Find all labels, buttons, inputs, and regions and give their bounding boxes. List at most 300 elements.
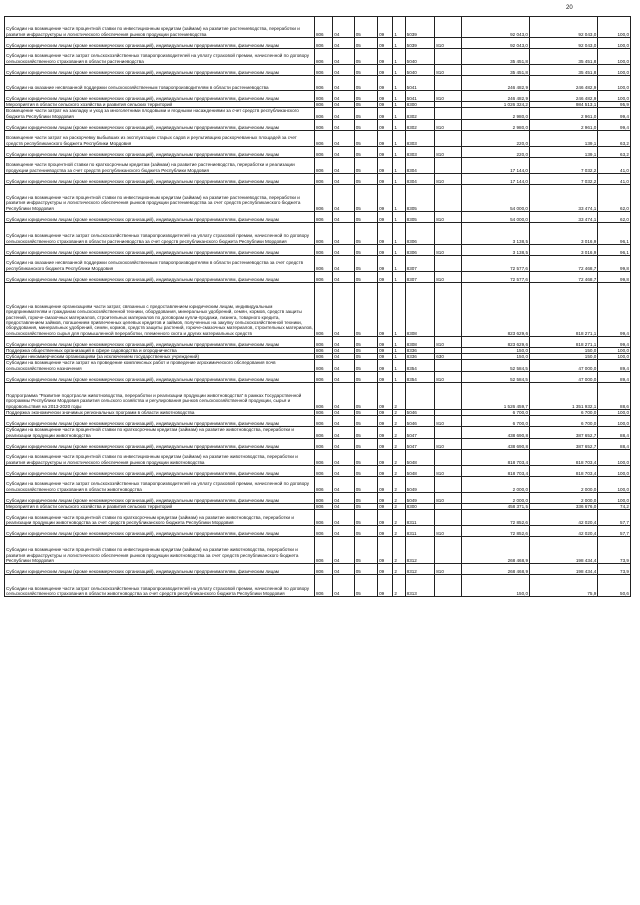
cell-cs3: 8306 <box>405 222 435 244</box>
cell-vr <box>435 76 462 91</box>
cell-plan: 92 043,0 <box>461 38 529 49</box>
cell-name: Субсидии на возмещение организациям части затрат, связанных с предоставлением юридическим лицам, индивидуальным предпринимателям и гражданам сельскохозяйственной техники, оборудования, минеральных удобрений, семян, кормов, средств защиты растений, горюче-смазочных материалов, строительных материалов по договорам купли-продажи, лизинга, товарного кредита, предоставлением займов, погашением привлеченных целевых кредитов и займов, полученных на закупку сельскохозяйственной техники, оборудования, минеральных удобрений, семян, кормов, средств защиты растений, горюче-смазочных материалов, строительных материалов, сельскохозяйственного сырья для промышленной переработки, племенного скота и других материальных средств <box>5 282 315 336</box>
table-row <box>5 38 631 49</box>
cell-pct: 57,7 <box>598 510 631 526</box>
cell-min: 806 <box>314 575 332 597</box>
cell-cs2: 1 <box>393 102 405 108</box>
cell-cs2: 1 <box>393 354 405 360</box>
cell-vr: 810 <box>435 244 462 255</box>
cell-cs1: 09 <box>378 244 393 255</box>
table-row <box>5 564 631 575</box>
cell-rz: 04 <box>333 510 354 526</box>
cell-cs1: 09 <box>378 347 393 353</box>
cell-vr <box>435 427 462 439</box>
cell-name: Субсидии на возмещение части процентной ставки по инвестиционным кредитам (займам) на развитие животноводства, переработки и развития инфраструктуры и логистического обеспечения рынков продукции животноводства за счет средств республиканского бюджета Республики Мордовия <box>5 537 315 564</box>
cell-cs3: 5048 <box>405 465 435 476</box>
cell-cs1: 09 <box>378 410 393 416</box>
cell-vr <box>435 222 462 244</box>
cell-name: Субсидии на возмещение части затрат сельскохозяйственных товаропроизводителей на уплату страховой премии, начисленной по договору сельскохозяйственного страхования в области растениеводства <box>5 49 315 65</box>
cell-cs1: 09 <box>378 130 393 146</box>
cell-cs2: 2 <box>393 510 405 526</box>
table-row <box>5 173 631 184</box>
cell-cs2: 1 <box>393 360 405 372</box>
cell-name: Субсидии юридическим лицам (кроме некоммерческих организаций), индивидуальным предпринимателям, физическим лицам <box>5 119 315 130</box>
cell-pr: 05 <box>354 102 377 108</box>
cell-rz: 04 <box>333 416 354 427</box>
cell-fact: 336 676,0 <box>530 503 598 509</box>
cell-fact: 2 000,0 <box>530 492 598 503</box>
cell-cs1: 09 <box>378 427 393 439</box>
cell-plan: 3 138,5 <box>461 222 529 244</box>
cell-rz: 04 <box>333 173 354 184</box>
cell-cs1: 09 <box>378 157 393 173</box>
cell-fact: 818 703,4 <box>530 449 598 465</box>
cell-cs1: 09 <box>378 102 393 108</box>
cell-pct: 100,0 <box>598 49 631 65</box>
cell-plan: 246 482,9 <box>461 91 529 102</box>
cell-cs1: 09 <box>378 271 393 282</box>
cell-vr: 810 <box>435 564 462 575</box>
cell-fact: 387 652,7 <box>530 438 598 449</box>
cell-cs3: 8304 <box>405 173 435 184</box>
cell-plan: 150,0 <box>461 575 529 597</box>
cell-plan: 6 700,0 <box>461 410 529 416</box>
cell-vr <box>435 383 462 410</box>
cell-min: 806 <box>314 503 332 509</box>
cell-pct: 96,1 <box>598 222 631 244</box>
cell-fact: 818 271,1 <box>530 282 598 336</box>
cell-pr: 05 <box>354 119 377 130</box>
cell-name: Субсидии на возмещение части затрат на проведение комплексных работ и проведение агрохимического обследования почв сельскохозяйственного назначения <box>5 360 315 372</box>
cell-cs2: 1 <box>393 184 405 211</box>
cell-fact: 6 700,0 <box>530 416 598 427</box>
cell-vr: 810 <box>435 492 462 503</box>
cell-fact: 6 700,0 <box>530 410 598 416</box>
cell-min: 806 <box>314 49 332 65</box>
cell-cs1: 09 <box>378 465 393 476</box>
cell-plan: 35 451,8 <box>461 65 529 76</box>
cell-cs3: 8311 <box>405 510 435 526</box>
cell-cs3: 8354 <box>405 360 435 372</box>
cell-pr: 05 <box>354 492 377 503</box>
table-row <box>5 383 631 410</box>
cell-pct: 100,0 <box>598 476 631 492</box>
cell-fact: 7 032,2 <box>530 173 598 184</box>
cell-cs1: 09 <box>378 449 393 465</box>
cell-name: Возмещение части затрат на раскорчевку выбывших из эксплуатации старых садов и реультивацию раскорчеванных площадей за счет средств республиканского бюджета Республики Мордовия <box>5 130 315 146</box>
cell-fact: 246 482,9 <box>530 91 598 102</box>
cell-min: 806 <box>314 222 332 244</box>
cell-rz: 04 <box>333 465 354 476</box>
cell-name: Субсидии на возмещение части процентной ставки по краткосрочным кредитам (займам) на развитие животноводства, переработки и реализации продукции животноводства <box>5 427 315 439</box>
cell-cs2: 1 <box>393 282 405 336</box>
cell-fact: 3 016,9 <box>530 244 598 255</box>
cell-cs3: 8300 <box>405 503 435 509</box>
cell-min: 806 <box>314 157 332 173</box>
cell-fact: 72 468,7 <box>530 271 598 282</box>
cell-pr: 05 <box>354 157 377 173</box>
cell-min: 806 <box>314 271 332 282</box>
cell-rz: 04 <box>333 222 354 244</box>
cell-rz: 04 <box>333 427 354 439</box>
cell-name: Субсидии на оказание несвязанной поддержки сельскохозяйственным товаропроизводителям в области растениеводства за счет средств республиканского бюджета Республики Мордовия <box>5 255 315 271</box>
cell-min: 806 <box>314 130 332 146</box>
cell-cs2: 1 <box>393 173 405 184</box>
cell-name: Субсидии юридическим лицам (кроме некоммерческих организаций), индивидуальным предпринимателям, физическим лицам <box>5 65 315 76</box>
cell-pct: 100,0 <box>598 65 631 76</box>
cell-plan: 818 703,4 <box>461 449 529 465</box>
cell-cs3: 5046 <box>405 416 435 427</box>
cell-pr: 05 <box>354 271 377 282</box>
cell-pct: 100,0 <box>598 354 631 360</box>
cell-vr: 810 <box>435 119 462 130</box>
cell-fact: 47 000,0 <box>530 360 598 372</box>
table-row <box>5 211 631 222</box>
cell-cs1: 09 <box>378 49 393 65</box>
cell-cs2: 1 <box>393 244 405 255</box>
cell-min: 806 <box>314 108 332 120</box>
cell-pct: 99,4 <box>598 119 631 130</box>
cell-pr: 05 <box>354 244 377 255</box>
cell-pct: 99,4 <box>598 336 631 347</box>
cell-cs2: 2 <box>393 526 405 537</box>
cell-fact: 139,1 <box>530 130 598 146</box>
cell-name: Субсидии юридическим лицам (кроме некоммерческих организаций), индивидуальным предпринимателям, физическим лицам <box>5 526 315 537</box>
cell-plan: 17 144,0 <box>461 173 529 184</box>
cell-name: Поддержка общественных организаций в сфере садоводства и огородничества <box>5 347 315 353</box>
cell-pr: 05 <box>354 173 377 184</box>
cell-vr <box>435 575 462 597</box>
cell-cs3: 8305 <box>405 211 435 222</box>
cell-plan: 2 980,0 <box>461 119 529 130</box>
cell-pr: 05 <box>354 65 377 76</box>
cell-vr <box>435 476 462 492</box>
cell-cs1: 09 <box>378 76 393 91</box>
cell-rz: 04 <box>333 91 354 102</box>
cell-min: 806 <box>314 282 332 336</box>
cell-pr: 05 <box>354 427 377 439</box>
cell-pr: 05 <box>354 360 377 372</box>
cell-pct: 88,4 <box>598 427 631 439</box>
cell-pct: 62,0 <box>598 211 631 222</box>
cell-plan: 220,0 <box>461 130 529 146</box>
cell-fact: 47 000,0 <box>530 372 598 383</box>
cell-plan: 150,0 <box>461 347 529 353</box>
cell-name: Субсидии на возмещение части затрат сельскохозяйственных товаропроизводителей на уплату страховой премии, начисленной по договору сельскохозяйственного страхования в области животноводства за счет средств республиканского бюджета Республики Мордовия <box>5 575 315 597</box>
cell-name: Мероприятия в области сельского хозяйства и развития сельских территорий <box>5 503 315 509</box>
cell-min: 806 <box>314 427 332 439</box>
cell-pr: 05 <box>354 465 377 476</box>
cell-min: 806 <box>314 526 332 537</box>
cell-cs2: 1 <box>393 336 405 347</box>
cell-pct: 100,0 <box>598 38 631 49</box>
table-row <box>5 492 631 503</box>
cell-pr: 05 <box>354 211 377 222</box>
cell-vr: 810 <box>435 91 462 102</box>
cell-rz: 04 <box>333 38 354 49</box>
cell-cs3: 5049 <box>405 492 435 503</box>
cell-rz: 04 <box>333 102 354 108</box>
cell-min: 806 <box>314 146 332 157</box>
cell-cs3: 8302 <box>405 108 435 120</box>
cell-pct: 100,0 <box>598 449 631 465</box>
cell-plan: 2 980,0 <box>461 108 529 120</box>
cell-plan: 268 468,9 <box>461 537 529 564</box>
cell-plan: 54 000,0 <box>461 184 529 211</box>
cell-pr: 05 <box>354 476 377 492</box>
cell-fact: 818 271,1 <box>530 336 598 347</box>
cell-fact: 33 474,1 <box>530 184 598 211</box>
cell-rz: 04 <box>333 108 354 120</box>
cell-min: 806 <box>314 465 332 476</box>
cell-plan: 438 690,8 <box>461 438 529 449</box>
cell-pr: 05 <box>354 503 377 509</box>
cell-pct: 88,4 <box>598 438 631 449</box>
cell-cs1: 09 <box>378 119 393 130</box>
cell-cs2: 2 <box>393 575 405 597</box>
cell-name: Субсидии юридическим лицам (кроме некоммерческих организаций), индивидуальным предпринимателям, физическим лицам <box>5 173 315 184</box>
cell-cs3: 8307 <box>405 255 435 271</box>
cell-fact: 2 961,0 <box>530 108 598 120</box>
cell-cs2: 2 <box>393 537 405 564</box>
cell-cs2: 1 <box>393 49 405 65</box>
cell-vr <box>435 449 462 465</box>
cell-pct: 100,0 <box>598 416 631 427</box>
cell-name: Субсидии юридическим лицам (кроме некоммерческих организаций), индивидуальным предпринимателям, физическим лицам <box>5 146 315 157</box>
cell-cs1: 09 <box>378 537 393 564</box>
cell-plan: 72 852,6 <box>461 526 529 537</box>
cell-pct: 96,1 <box>598 244 631 255</box>
cell-vr <box>435 157 462 173</box>
cell-pr: 05 <box>354 449 377 465</box>
table-row <box>5 65 631 76</box>
cell-vr <box>435 537 462 564</box>
cell-cs2: 1 <box>393 108 405 120</box>
cell-cs2: 2 <box>393 427 405 439</box>
cell-rz: 04 <box>333 184 354 211</box>
cell-vr: 810 <box>435 416 462 427</box>
table-row <box>5 222 631 244</box>
cell-rz: 04 <box>333 157 354 173</box>
cell-plan: 92 043,0 <box>461 17 529 38</box>
cell-vr: 810 <box>435 336 462 347</box>
cell-name: Субсидии юридическим лицам (кроме некоммерческих организаций), индивидуальным предпринимателям, физическим лицам <box>5 211 315 222</box>
cell-cs1: 09 <box>378 526 393 537</box>
cell-min: 806 <box>314 564 332 575</box>
cell-min: 806 <box>314 91 332 102</box>
cell-cs1: 09 <box>378 282 393 336</box>
cell-fact: 42 020,4 <box>530 526 598 537</box>
table-row <box>5 372 631 383</box>
cell-cs2: 1 <box>393 271 405 282</box>
cell-pr: 05 <box>354 372 377 383</box>
cell-rz: 04 <box>333 476 354 492</box>
cell-cs1: 09 <box>378 17 393 38</box>
cell-rz: 04 <box>333 211 354 222</box>
cell-min: 806 <box>314 76 332 91</box>
table-row <box>5 336 631 347</box>
cell-min: 806 <box>314 38 332 49</box>
cell-cs3: 5041 <box>405 91 435 102</box>
cell-cs2: 2 <box>393 564 405 575</box>
cell-pct: 100,0 <box>598 91 631 102</box>
cell-cs1: 09 <box>378 564 393 575</box>
cell-name: Субсидии на возмещение части процентной ставки по краткосрочным кредитам (займам) на развитие животноводства, переработки и реализации продукции животноводства за счет средств республиканского бюджета Республики Мордовия <box>5 510 315 526</box>
cell-rz: 04 <box>333 336 354 347</box>
cell-plan: 52 584,5 <box>461 372 529 383</box>
cell-rz: 04 <box>333 537 354 564</box>
cell-pct: 100,0 <box>598 17 631 38</box>
table-row <box>5 157 631 173</box>
cell-cs2: 1 <box>393 157 405 173</box>
cell-cs2: 1 <box>393 211 405 222</box>
cell-fact: 3 016,9 <box>530 222 598 244</box>
cell-min: 806 <box>314 211 332 222</box>
cell-fact: 35 451,8 <box>530 49 598 65</box>
budget-table <box>4 16 631 597</box>
table-row <box>5 438 631 449</box>
table-row <box>5 76 631 91</box>
cell-cs2: 1 <box>393 130 405 146</box>
cell-cs2: 1 <box>393 372 405 383</box>
cell-name: Подпрограмма "Развитие подотрасли животноводства, переработки и реализации продукции животноводства" в рамках Государственной программы Республики Мордовия развития сельского хозяйства и регулирования рынков сельскохозяйственной продукции, сырья и продовольствия на 2013-2020 годы <box>5 383 315 410</box>
table-row <box>5 465 631 476</box>
cell-fact: 92 043,0 <box>530 17 598 38</box>
cell-plan: 818 703,4 <box>461 465 529 476</box>
cell-fact: 2 000,0 <box>530 476 598 492</box>
cell-name: Субсидии юридическим лицам (кроме некоммерческих организаций), индивидуальным предпринимателям, физическим лицам <box>5 271 315 282</box>
table-row <box>5 130 631 146</box>
cell-fact: 2 961,0 <box>530 119 598 130</box>
table-row <box>5 91 631 102</box>
cell-rz: 04 <box>333 49 354 65</box>
cell-plan: 823 629,6 <box>461 336 529 347</box>
cell-name: Субсидии на возмещение части процентной ставки по инвестиционным кредитам (займам) на развитие растениеводства, переработки и развития инфраструктуры и логистического обеспечения рынков продукции растениеводства <box>5 17 315 38</box>
cell-fact: 150,0 <box>530 354 598 360</box>
cell-cs1: 09 <box>378 476 393 492</box>
cell-cs3: 8304 <box>405 157 435 173</box>
cell-pct: 73,9 <box>598 537 631 564</box>
table-row <box>5 271 631 282</box>
table-row <box>5 449 631 465</box>
cell-pr: 05 <box>354 510 377 526</box>
cell-cs3: 5039 <box>405 38 435 49</box>
cell-cs3: 8354 <box>405 372 435 383</box>
cell-cs1: 09 <box>378 91 393 102</box>
cell-plan: 268 468,9 <box>461 564 529 575</box>
table-row <box>5 184 631 211</box>
cell-pr: 05 <box>354 575 377 597</box>
cell-plan: 438 690,8 <box>461 427 529 439</box>
table-row <box>5 427 631 439</box>
cell-pr: 05 <box>354 108 377 120</box>
cell-plan: 150,0 <box>461 354 529 360</box>
cell-cs3: 8336 <box>405 354 435 360</box>
cell-min: 806 <box>314 65 332 76</box>
cell-cs3: 5040 <box>405 65 435 76</box>
cell-min: 806 <box>314 255 332 271</box>
cell-vr: 810 <box>435 526 462 537</box>
cell-min: 806 <box>314 492 332 503</box>
cell-rz: 04 <box>333 282 354 336</box>
cell-cs3: 8300 <box>405 102 435 108</box>
cell-vr <box>435 510 462 526</box>
cell-name: Субсидии юридическим лицам (кроме некоммерческих организаций), индивидуальным предпринимателям, физическим лицам <box>5 492 315 503</box>
table-row <box>5 244 631 255</box>
cell-pr: 05 <box>354 438 377 449</box>
cell-plan: 3 138,5 <box>461 244 529 255</box>
cell-cs1: 09 <box>378 108 393 120</box>
cell-cs1: 09 <box>378 438 393 449</box>
cell-fact: 75,9 <box>530 575 598 597</box>
cell-pr: 05 <box>354 537 377 564</box>
cell-pct: 100,0 <box>598 347 631 353</box>
cell-pr: 05 <box>354 184 377 211</box>
cell-cs3: 8306 <box>405 244 435 255</box>
table-row <box>5 476 631 492</box>
cell-rz: 04 <box>333 354 354 360</box>
cell-pct: 99,8 <box>598 255 631 271</box>
cell-rz: 04 <box>333 526 354 537</box>
cell-name: Субсидии юридическим лицам (кроме некоммерческих организаций), индивидуальным предпринимателям, физическим лицам <box>5 372 315 383</box>
cell-cs1: 09 <box>378 503 393 509</box>
cell-cs3: 5047 <box>405 438 435 449</box>
cell-rz: 04 <box>333 438 354 449</box>
cell-rz: 04 <box>333 146 354 157</box>
cell-pr: 05 <box>354 222 377 244</box>
cell-cs3: 5047 <box>405 427 435 439</box>
cell-cs3: 8303 <box>405 146 435 157</box>
cell-name: Поддержка экономически значимых региональных программ в области животноводства <box>5 410 315 416</box>
cell-cs3: 5039 <box>405 17 435 38</box>
cell-pct: 73,9 <box>598 564 631 575</box>
cell-pr: 05 <box>354 146 377 157</box>
cell-cs3 <box>405 383 435 410</box>
cell-name: Субсидии на возмещение части процентной ставки по инвестиционным кредитам (займам) на развитие растениеводства, переработки и развития инфраструктуры и логистического обеспечения рынков продукции растениеводства за счет средств республиканского бюджета Республики Мордовия <box>5 184 315 211</box>
cell-cs2: 2 <box>393 449 405 465</box>
cell-name: Субсидии юридическим лицам (кроме некоммерческих организаций), индивидуальным предпринимателям, физическим лицам <box>5 416 315 427</box>
cell-plan: 72 577,6 <box>461 271 529 282</box>
table-row <box>5 108 631 120</box>
cell-rz: 04 <box>333 244 354 255</box>
cell-pct: 62,0 <box>598 184 631 211</box>
cell-cs1: 09 <box>378 184 393 211</box>
cell-cs1: 09 <box>378 383 393 410</box>
cell-cs3: 8313 <box>405 575 435 597</box>
cell-min: 806 <box>314 360 332 372</box>
cell-plan: 1 026 324,2 <box>461 102 529 108</box>
cell-rz: 04 <box>333 449 354 465</box>
cell-fact: 42 020,4 <box>530 510 598 526</box>
cell-pr: 05 <box>354 255 377 271</box>
cell-cs1: 09 <box>378 38 393 49</box>
cell-cs1: 09 <box>378 146 393 157</box>
cell-cs2: 1 <box>393 347 405 353</box>
cell-cs3: 5048 <box>405 449 435 465</box>
cell-pct: 100,0 <box>598 76 631 91</box>
cell-vr: 810 <box>435 38 462 49</box>
cell-pr: 05 <box>354 564 377 575</box>
cell-cs1: 09 <box>378 255 393 271</box>
cell-cs3: 8336 <box>405 347 435 353</box>
cell-pr: 05 <box>354 383 377 410</box>
cell-name: Мероприятия в области сельского хозяйства и развития сельских территорий <box>5 102 315 108</box>
cell-fact: 818 703,4 <box>530 465 598 476</box>
table-row <box>5 510 631 526</box>
cell-min: 806 <box>314 354 332 360</box>
cell-rz: 04 <box>333 492 354 503</box>
cell-vr: 810 <box>435 65 462 76</box>
